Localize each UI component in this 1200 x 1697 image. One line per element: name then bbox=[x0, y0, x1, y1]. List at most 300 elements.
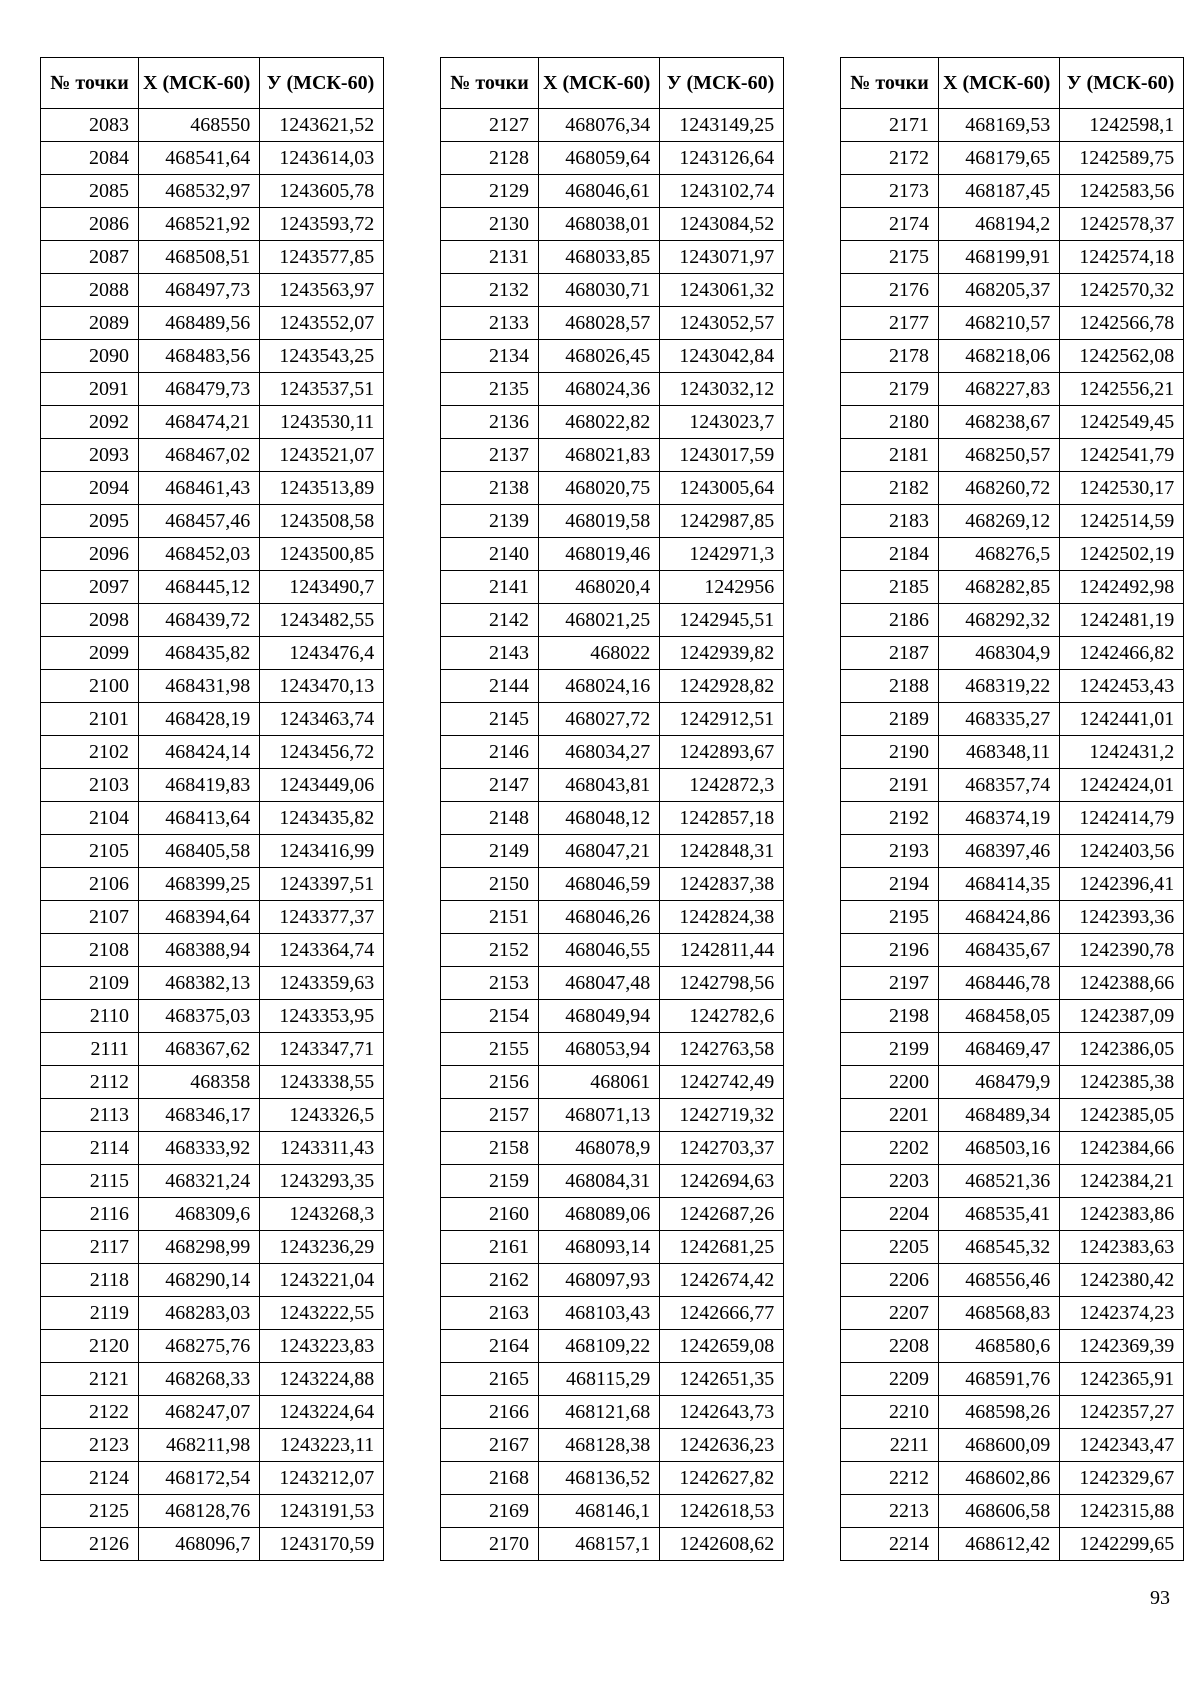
cell-y: 1243364,74 bbox=[260, 934, 384, 967]
header-point-number: № точки bbox=[841, 58, 939, 109]
cell-x: 468026,45 bbox=[539, 340, 660, 373]
cell-x: 468298,99 bbox=[139, 1231, 260, 1264]
cell-y: 1243377,37 bbox=[260, 901, 384, 934]
cell-point-number: 2147 bbox=[441, 769, 539, 802]
table-row bbox=[441, 109, 784, 142]
cell-point-number: 2104 bbox=[41, 802, 139, 835]
cell-point-number: 2136 bbox=[441, 406, 539, 439]
cell-y: 1242782,6 bbox=[660, 1000, 784, 1033]
cell-x: 468358 bbox=[139, 1066, 260, 1099]
cell-y: 1243508,58 bbox=[260, 505, 384, 538]
cell-point-number: 2188 bbox=[841, 670, 939, 703]
cell-point-number: 2160 bbox=[441, 1198, 539, 1231]
cell-x: 468606,58 bbox=[939, 1495, 1060, 1528]
cell-x: 468047,21 bbox=[539, 835, 660, 868]
cell-point-number: 2212 bbox=[841, 1462, 939, 1495]
cell-x: 468205,37 bbox=[939, 274, 1060, 307]
cell-y: 1242299,65 bbox=[1060, 1528, 1184, 1561]
table-row bbox=[441, 175, 784, 208]
cell-x: 468479,9 bbox=[939, 1066, 1060, 1099]
cell-point-number: 2159 bbox=[441, 1165, 539, 1198]
cell-x: 468053,94 bbox=[539, 1033, 660, 1066]
cell-point-number: 2117 bbox=[41, 1231, 139, 1264]
cell-y: 1243223,11 bbox=[260, 1429, 384, 1462]
cell-y: 1242643,73 bbox=[660, 1396, 784, 1429]
cell-x: 468394,64 bbox=[139, 901, 260, 934]
cell-x: 468419,83 bbox=[139, 769, 260, 802]
table-row bbox=[441, 802, 784, 835]
cell-y: 1242556,21 bbox=[1060, 373, 1184, 406]
cell-x: 468367,62 bbox=[139, 1033, 260, 1066]
table-row bbox=[441, 1132, 784, 1165]
cell-point-number: 2153 bbox=[441, 967, 539, 1000]
cell-x: 468269,12 bbox=[939, 505, 1060, 538]
cell-point-number: 2100 bbox=[41, 670, 139, 703]
cell-y: 1242824,38 bbox=[660, 901, 784, 934]
table-row bbox=[841, 1330, 1184, 1363]
table-row bbox=[441, 1000, 784, 1033]
cell-x: 468128,38 bbox=[539, 1429, 660, 1462]
cell-point-number: 2169 bbox=[441, 1495, 539, 1528]
cell-y: 1242441,01 bbox=[1060, 703, 1184, 736]
cell-x: 468541,64 bbox=[139, 142, 260, 175]
cell-y: 1243222,55 bbox=[260, 1297, 384, 1330]
cell-y: 1242636,23 bbox=[660, 1429, 784, 1462]
cell-x: 468283,03 bbox=[139, 1297, 260, 1330]
table-row bbox=[441, 571, 784, 604]
cell-x: 468093,14 bbox=[539, 1231, 660, 1264]
cell-x: 468508,51 bbox=[139, 241, 260, 274]
cell-y: 1242329,67 bbox=[1060, 1462, 1184, 1495]
table-row bbox=[841, 1297, 1184, 1330]
cell-y: 1242811,44 bbox=[660, 934, 784, 967]
table-row bbox=[41, 670, 384, 703]
table-row bbox=[441, 967, 784, 1000]
cell-x: 468121,68 bbox=[539, 1396, 660, 1429]
cell-point-number: 2175 bbox=[841, 241, 939, 274]
table-row bbox=[841, 472, 1184, 505]
table-row bbox=[41, 835, 384, 868]
cell-point-number: 2143 bbox=[441, 637, 539, 670]
cell-point-number: 2141 bbox=[441, 571, 539, 604]
cell-y: 1242387,09 bbox=[1060, 1000, 1184, 1033]
cell-y: 1242385,38 bbox=[1060, 1066, 1184, 1099]
cell-x: 468027,72 bbox=[539, 703, 660, 736]
cell-y: 1242502,19 bbox=[1060, 538, 1184, 571]
table-row bbox=[41, 439, 384, 472]
cell-y: 1242928,82 bbox=[660, 670, 784, 703]
cell-point-number: 2213 bbox=[841, 1495, 939, 1528]
cell-y: 1243593,72 bbox=[260, 208, 384, 241]
header-x: Х (МСК-60) bbox=[139, 58, 260, 109]
cell-y: 1242383,86 bbox=[1060, 1198, 1184, 1231]
header-row bbox=[41, 58, 384, 109]
header-row bbox=[841, 58, 1184, 109]
header-x: Х (МСК-60) bbox=[939, 58, 1060, 109]
header-y: У (МСК-60) bbox=[1060, 58, 1184, 109]
table-row bbox=[841, 109, 1184, 142]
table-row bbox=[41, 406, 384, 439]
table-row bbox=[841, 736, 1184, 769]
cell-point-number: 2211 bbox=[841, 1429, 939, 1462]
table-row bbox=[841, 1165, 1184, 1198]
cell-point-number: 2142 bbox=[441, 604, 539, 637]
cell-x: 468439,72 bbox=[139, 604, 260, 637]
cell-y: 1242945,51 bbox=[660, 604, 784, 637]
table-row bbox=[841, 406, 1184, 439]
cell-y: 1242987,85 bbox=[660, 505, 784, 538]
table-row bbox=[441, 703, 784, 736]
cell-x: 468598,26 bbox=[939, 1396, 1060, 1429]
cell-x: 468276,5 bbox=[939, 538, 1060, 571]
cell-y: 1242396,41 bbox=[1060, 868, 1184, 901]
cell-x: 468497,73 bbox=[139, 274, 260, 307]
cell-y: 1243476,4 bbox=[260, 637, 384, 670]
cell-y: 1242562,08 bbox=[1060, 340, 1184, 373]
table-row bbox=[441, 373, 784, 406]
cell-x: 468535,41 bbox=[939, 1198, 1060, 1231]
table-row bbox=[841, 868, 1184, 901]
cell-y: 1242666,77 bbox=[660, 1297, 784, 1330]
coordinate-table-2 bbox=[440, 57, 784, 1561]
cell-point-number: 2087 bbox=[41, 241, 139, 274]
cell-y: 1242403,56 bbox=[1060, 835, 1184, 868]
cell-point-number: 2176 bbox=[841, 274, 939, 307]
cell-point-number: 2189 bbox=[841, 703, 939, 736]
cell-x: 468382,13 bbox=[139, 967, 260, 1000]
cell-y: 1242651,35 bbox=[660, 1363, 784, 1396]
cell-point-number: 2148 bbox=[441, 802, 539, 835]
cell-y: 1242857,18 bbox=[660, 802, 784, 835]
cell-x: 468103,43 bbox=[539, 1297, 660, 1330]
cell-y: 1242343,47 bbox=[1060, 1429, 1184, 1462]
cell-x: 468210,57 bbox=[939, 307, 1060, 340]
cell-x: 468038,01 bbox=[539, 208, 660, 241]
cell-x: 468479,73 bbox=[139, 373, 260, 406]
cell-x: 468521,92 bbox=[139, 208, 260, 241]
cell-y: 1242589,75 bbox=[1060, 142, 1184, 175]
cell-y: 1243042,84 bbox=[660, 340, 784, 373]
cell-y: 1242578,37 bbox=[1060, 208, 1184, 241]
cell-x: 468469,47 bbox=[939, 1033, 1060, 1066]
cell-point-number: 2146 bbox=[441, 736, 539, 769]
cell-point-number: 2097 bbox=[41, 571, 139, 604]
cell-y: 1242598,1 bbox=[1060, 109, 1184, 142]
table-row bbox=[41, 604, 384, 637]
cell-x: 468211,98 bbox=[139, 1429, 260, 1462]
cell-point-number: 2157 bbox=[441, 1099, 539, 1132]
table-row bbox=[841, 208, 1184, 241]
cell-x: 468319,22 bbox=[939, 670, 1060, 703]
cell-point-number: 2181 bbox=[841, 439, 939, 472]
cell-x: 468568,83 bbox=[939, 1297, 1060, 1330]
table-row bbox=[41, 1363, 384, 1396]
table-row bbox=[41, 1462, 384, 1495]
cell-point-number: 2109 bbox=[41, 967, 139, 1000]
cell-point-number: 2193 bbox=[841, 835, 939, 868]
table-row bbox=[841, 802, 1184, 835]
cell-x: 468335,27 bbox=[939, 703, 1060, 736]
cell-point-number: 2107 bbox=[41, 901, 139, 934]
table-row bbox=[441, 1231, 784, 1264]
cell-y: 1243449,06 bbox=[260, 769, 384, 802]
cell-y: 1243463,74 bbox=[260, 703, 384, 736]
cell-x: 468028,57 bbox=[539, 307, 660, 340]
cell-x: 468021,83 bbox=[539, 439, 660, 472]
cell-x: 468218,06 bbox=[939, 340, 1060, 373]
cell-y: 1243212,07 bbox=[260, 1462, 384, 1495]
cell-point-number: 2127 bbox=[441, 109, 539, 142]
cell-point-number: 2200 bbox=[841, 1066, 939, 1099]
cell-point-number: 2183 bbox=[841, 505, 939, 538]
cell-y: 1242365,91 bbox=[1060, 1363, 1184, 1396]
table-row bbox=[41, 373, 384, 406]
cell-y: 1242549,45 bbox=[1060, 406, 1184, 439]
cell-y: 1242956 bbox=[660, 571, 784, 604]
cell-point-number: 2194 bbox=[841, 868, 939, 901]
header-x: Х (МСК-60) bbox=[539, 58, 660, 109]
cell-point-number: 2208 bbox=[841, 1330, 939, 1363]
cell-x: 468457,46 bbox=[139, 505, 260, 538]
cell-y: 1243521,07 bbox=[260, 439, 384, 472]
cell-y: 1242608,62 bbox=[660, 1528, 784, 1561]
cell-y: 1242694,63 bbox=[660, 1165, 784, 1198]
cell-y: 1242466,82 bbox=[1060, 637, 1184, 670]
cell-y: 1243061,32 bbox=[660, 274, 784, 307]
table-row bbox=[441, 1462, 784, 1495]
table-row bbox=[841, 1198, 1184, 1231]
cell-point-number: 2209 bbox=[841, 1363, 939, 1396]
table-row bbox=[841, 142, 1184, 175]
table-row bbox=[441, 1033, 784, 1066]
table-row bbox=[441, 1198, 784, 1231]
cell-y: 1243071,97 bbox=[660, 241, 784, 274]
cell-x: 468199,91 bbox=[939, 241, 1060, 274]
cell-x: 468275,76 bbox=[139, 1330, 260, 1363]
cell-x: 468247,07 bbox=[139, 1396, 260, 1429]
cell-point-number: 2207 bbox=[841, 1297, 939, 1330]
cell-y: 1242618,53 bbox=[660, 1495, 784, 1528]
cell-x: 468021,25 bbox=[539, 604, 660, 637]
table-row bbox=[841, 967, 1184, 1000]
cell-point-number: 2177 bbox=[841, 307, 939, 340]
table-row bbox=[41, 208, 384, 241]
cell-y: 1242492,98 bbox=[1060, 571, 1184, 604]
cell-y: 1243621,52 bbox=[260, 109, 384, 142]
cell-point-number: 2171 bbox=[841, 109, 939, 142]
table-row bbox=[41, 175, 384, 208]
table-row bbox=[41, 1495, 384, 1528]
cell-x: 468179,65 bbox=[939, 142, 1060, 175]
cell-y: 1243191,53 bbox=[260, 1495, 384, 1528]
table-row bbox=[441, 1363, 784, 1396]
cell-point-number: 2214 bbox=[841, 1528, 939, 1561]
table-row bbox=[441, 868, 784, 901]
cell-point-number: 2151 bbox=[441, 901, 539, 934]
cell-y: 1243084,52 bbox=[660, 208, 784, 241]
cell-y: 1243170,59 bbox=[260, 1528, 384, 1561]
cell-y: 1243102,74 bbox=[660, 175, 784, 208]
cell-x: 468357,74 bbox=[939, 769, 1060, 802]
cell-point-number: 2101 bbox=[41, 703, 139, 736]
cell-y: 1243126,64 bbox=[660, 142, 784, 175]
cell-x: 468030,71 bbox=[539, 274, 660, 307]
cell-x: 468321,24 bbox=[139, 1165, 260, 1198]
cell-point-number: 2089 bbox=[41, 307, 139, 340]
cell-point-number: 2135 bbox=[441, 373, 539, 406]
cell-y: 1243032,12 bbox=[660, 373, 784, 406]
cell-x: 468020,75 bbox=[539, 472, 660, 505]
table-row bbox=[441, 538, 784, 571]
cell-point-number: 2155 bbox=[441, 1033, 539, 1066]
table-row bbox=[41, 934, 384, 967]
cell-point-number: 2179 bbox=[841, 373, 939, 406]
cell-point-number: 2137 bbox=[441, 439, 539, 472]
cell-point-number: 2105 bbox=[41, 835, 139, 868]
table-row bbox=[41, 1165, 384, 1198]
cell-point-number: 2162 bbox=[441, 1264, 539, 1297]
table-row bbox=[41, 571, 384, 604]
cell-point-number: 2091 bbox=[41, 373, 139, 406]
cell-x: 468446,78 bbox=[939, 967, 1060, 1000]
cell-x: 468580,6 bbox=[939, 1330, 1060, 1363]
cell-point-number: 2126 bbox=[41, 1528, 139, 1561]
table-row bbox=[41, 1231, 384, 1264]
cell-point-number: 2120 bbox=[41, 1330, 139, 1363]
cell-x: 468458,05 bbox=[939, 1000, 1060, 1033]
cell-x: 468049,94 bbox=[539, 1000, 660, 1033]
cell-point-number: 2124 bbox=[41, 1462, 139, 1495]
cell-y: 1243470,13 bbox=[260, 670, 384, 703]
cell-point-number: 2086 bbox=[41, 208, 139, 241]
cell-point-number: 2098 bbox=[41, 604, 139, 637]
cell-point-number: 2152 bbox=[441, 934, 539, 967]
cell-point-number: 2111 bbox=[41, 1033, 139, 1066]
cell-y: 1243347,71 bbox=[260, 1033, 384, 1066]
cell-y: 1243482,55 bbox=[260, 604, 384, 637]
cell-x: 468428,19 bbox=[139, 703, 260, 736]
table-row bbox=[41, 307, 384, 340]
cell-x: 468532,97 bbox=[139, 175, 260, 208]
table-row bbox=[441, 1330, 784, 1363]
cell-point-number: 2166 bbox=[441, 1396, 539, 1429]
table-row bbox=[41, 538, 384, 571]
cell-x: 468612,42 bbox=[939, 1528, 1060, 1561]
cell-y: 1243221,04 bbox=[260, 1264, 384, 1297]
cell-y: 1242383,63 bbox=[1060, 1231, 1184, 1264]
cell-x: 468024,36 bbox=[539, 373, 660, 406]
table-row bbox=[841, 1231, 1184, 1264]
cell-y: 1243456,72 bbox=[260, 736, 384, 769]
cell-y: 1242763,58 bbox=[660, 1033, 784, 1066]
cell-x: 468047,48 bbox=[539, 967, 660, 1000]
cell-point-number: 2187 bbox=[841, 637, 939, 670]
cell-point-number: 2096 bbox=[41, 538, 139, 571]
cell-x: 468346,17 bbox=[139, 1099, 260, 1132]
cell-y: 1242574,18 bbox=[1060, 241, 1184, 274]
cell-y: 1242424,01 bbox=[1060, 769, 1184, 802]
cell-point-number: 2138 bbox=[441, 472, 539, 505]
cell-point-number: 2192 bbox=[841, 802, 939, 835]
cell-y: 1243353,95 bbox=[260, 1000, 384, 1033]
cell-point-number: 2174 bbox=[841, 208, 939, 241]
cell-point-number: 2128 bbox=[441, 142, 539, 175]
cell-point-number: 2178 bbox=[841, 340, 939, 373]
cell-x: 468445,12 bbox=[139, 571, 260, 604]
table-row bbox=[841, 439, 1184, 472]
cell-point-number: 2085 bbox=[41, 175, 139, 208]
cell-y: 1243537,51 bbox=[260, 373, 384, 406]
table-row bbox=[441, 670, 784, 703]
cell-x: 468309,6 bbox=[139, 1198, 260, 1231]
cell-point-number: 2110 bbox=[41, 1000, 139, 1033]
cell-point-number: 2134 bbox=[441, 340, 539, 373]
cell-y: 1243605,78 bbox=[260, 175, 384, 208]
cell-point-number: 2112 bbox=[41, 1066, 139, 1099]
cell-x: 468109,22 bbox=[539, 1330, 660, 1363]
cell-x: 468022 bbox=[539, 637, 660, 670]
cell-y: 1243223,83 bbox=[260, 1330, 384, 1363]
table-row bbox=[41, 1099, 384, 1132]
cell-y: 1242627,82 bbox=[660, 1462, 784, 1495]
table-row bbox=[441, 208, 784, 241]
cell-point-number: 2108 bbox=[41, 934, 139, 967]
coordinate-table-1 bbox=[40, 57, 384, 1561]
cell-x: 468046,55 bbox=[539, 934, 660, 967]
cell-point-number: 2119 bbox=[41, 1297, 139, 1330]
cell-y: 1243614,03 bbox=[260, 142, 384, 175]
cell-y: 1243023,7 bbox=[660, 406, 784, 439]
cell-y: 1242393,36 bbox=[1060, 901, 1184, 934]
cell-x: 468115,29 bbox=[539, 1363, 660, 1396]
cell-point-number: 2116 bbox=[41, 1198, 139, 1231]
cell-point-number: 2199 bbox=[841, 1033, 939, 1066]
cell-y: 1243224,64 bbox=[260, 1396, 384, 1429]
cell-point-number: 2084 bbox=[41, 142, 139, 175]
table-row bbox=[841, 1033, 1184, 1066]
table-row bbox=[841, 670, 1184, 703]
table-row bbox=[841, 175, 1184, 208]
coordinate-table-3 bbox=[840, 57, 1184, 1561]
cell-point-number: 2130 bbox=[441, 208, 539, 241]
cell-point-number: 2099 bbox=[41, 637, 139, 670]
table-row bbox=[41, 1528, 384, 1561]
cell-y: 1242687,26 bbox=[660, 1198, 784, 1231]
header-point-number: № точки bbox=[441, 58, 539, 109]
cell-x: 468375,03 bbox=[139, 1000, 260, 1033]
cell-point-number: 2129 bbox=[441, 175, 539, 208]
table-row bbox=[41, 1033, 384, 1066]
cell-point-number: 2149 bbox=[441, 835, 539, 868]
cell-x: 468019,58 bbox=[539, 505, 660, 538]
table-row bbox=[841, 241, 1184, 274]
cell-point-number: 2172 bbox=[841, 142, 939, 175]
cell-x: 468020,4 bbox=[539, 571, 660, 604]
table-row bbox=[441, 241, 784, 274]
cell-x: 468431,98 bbox=[139, 670, 260, 703]
table-row bbox=[41, 472, 384, 505]
cell-x: 468452,03 bbox=[139, 538, 260, 571]
cell-x: 468048,12 bbox=[539, 802, 660, 835]
table-row bbox=[441, 1264, 784, 1297]
table-row bbox=[441, 934, 784, 967]
table-row bbox=[41, 703, 384, 736]
cell-x: 468043,81 bbox=[539, 769, 660, 802]
cell-point-number: 2205 bbox=[841, 1231, 939, 1264]
table-row bbox=[441, 1066, 784, 1099]
table-row bbox=[441, 472, 784, 505]
table-row bbox=[441, 1528, 784, 1561]
